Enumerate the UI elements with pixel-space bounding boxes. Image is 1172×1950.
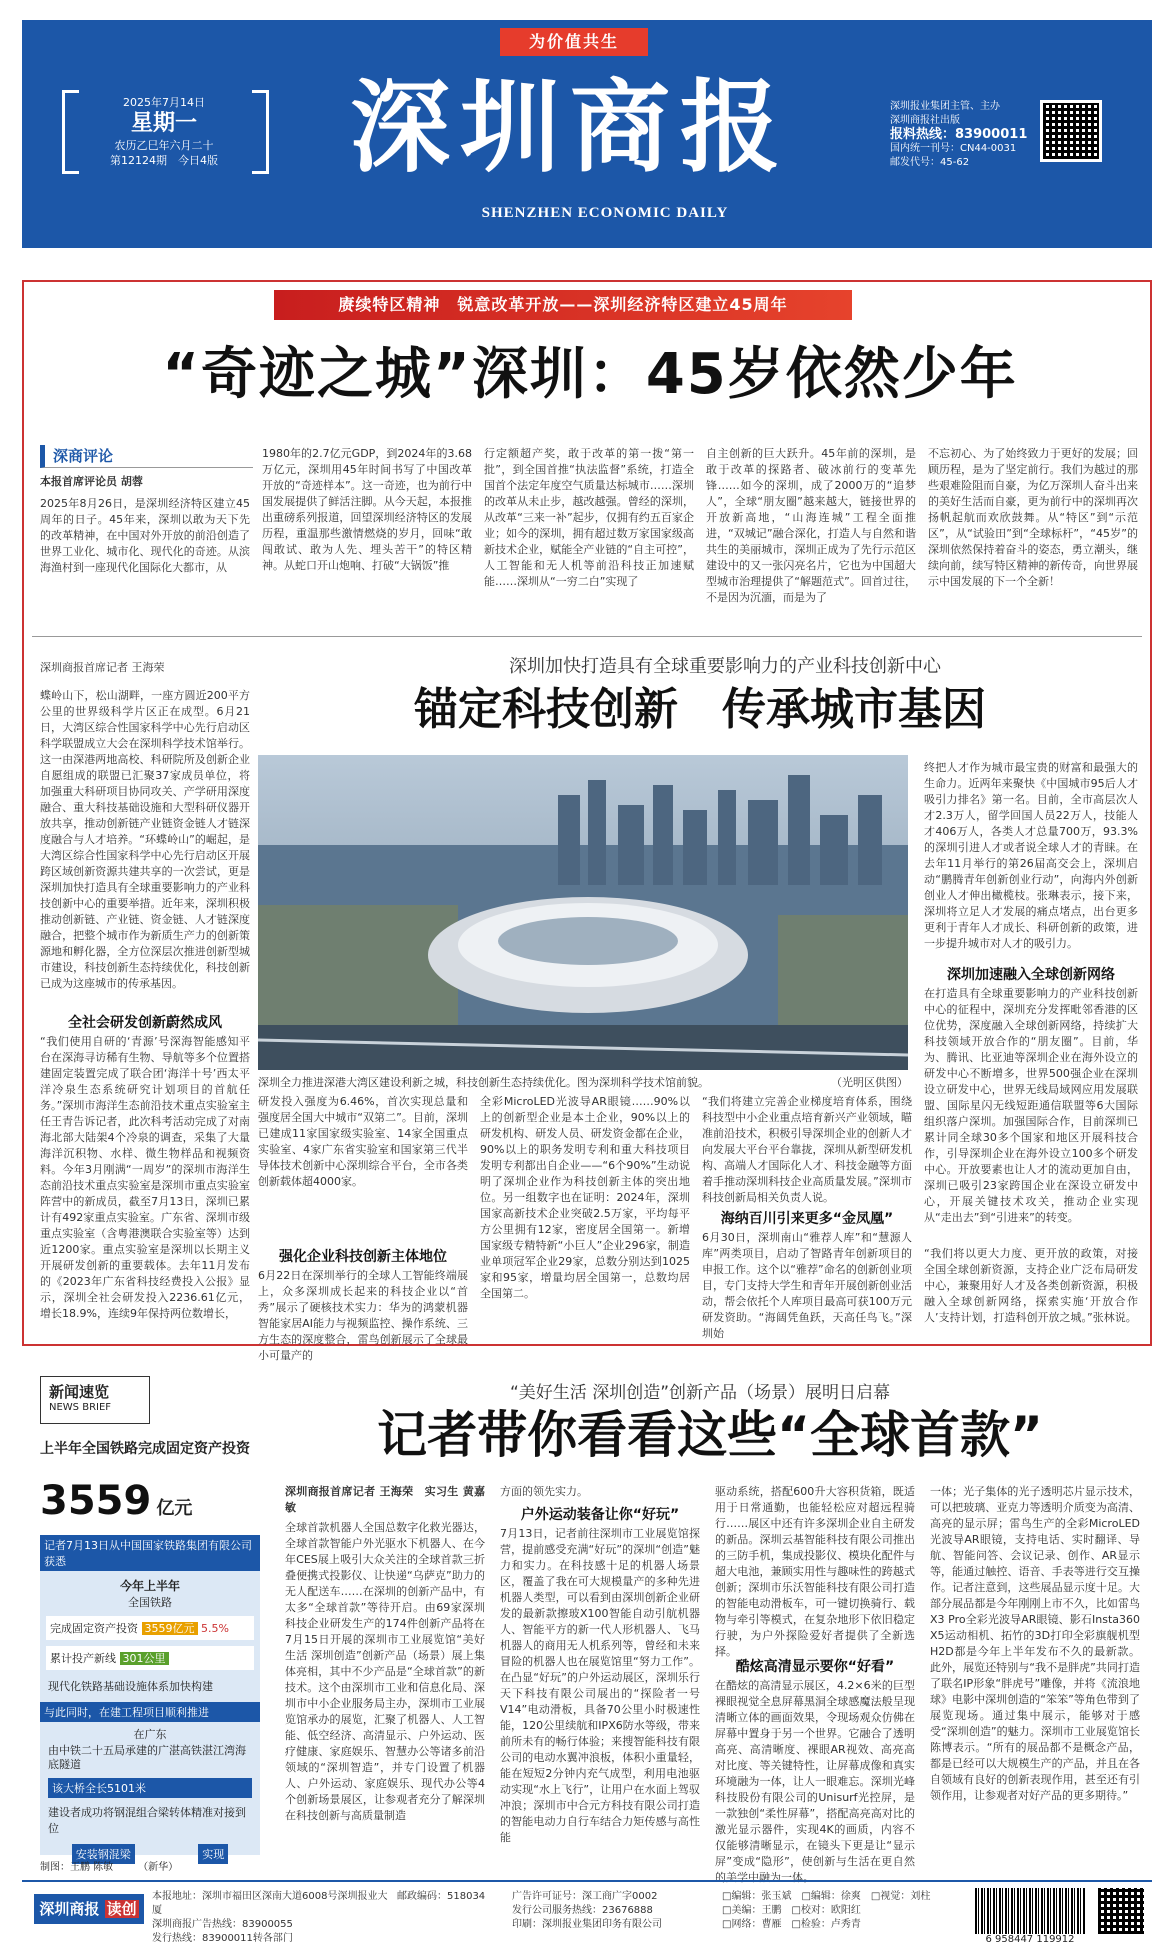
brief-row2-value: 301公里 — [120, 1652, 169, 1665]
footer-editors-1: □编辑：张玉斌 □编辑：徐爽 □视觉：刘柱 — [722, 1891, 931, 1902]
brief-left-sub: 安装钢混梁 — [72, 1844, 135, 1864]
story3-subhead-1: 户外运动装备让你“好玩” — [520, 1507, 680, 1523]
issue-date: 2025年7月14日 — [123, 96, 205, 109]
story3-col-4: 一体；光子集体的光子透明芯片显示技术，可以把玻璃、亚克力等透明介质变为高清、高亮的显示屏；雷鸟生产的全彩MicroLED光波导AR眼镜，支持电话、实时翻译、导航、智能问答、会议记录、创作、AR显示等，能通过触控、语音、手表等进行交互操作。记者注意到，这些展品显示度十足。大部分展品都是今年刚刚上市不久，比如雷鸟X3 Pro全彩光波导AR眼镜、影石Insta360 X5运动相机、拓竹的3D打印全彩旗舰机型H2D都是今年上半年发布不久的最新款。此外，展览还特别与“我不是胖虎”共同打造了联名IP形象“胖虎号”雕像，并将《流浪地球》电影中深圳创造的“笨笨”等角色带到了展览现场。通过集中展示，能够对于感受“深圳创造”的魅力。深圳市工业展览馆长陈博表示。“所有的展品都不是概念产品，都是已经可以大规模生产的产品，并且在各自领域有良好的创新表现作用，甚至还有引领作用，让参观者对好产品的更多期待。” — [930, 1485, 1140, 1802]
story2-subhead-2: 强化企业科技创新主体地位 — [279, 1249, 447, 1265]
footer-editors-2: □美编：王鹏 □校对：欧阳红 — [722, 1905, 861, 1916]
brief-big-number: 3559 — [40, 1478, 152, 1524]
newspaper-title: 深圳商报 — [350, 68, 790, 186]
brief-row7: 该大桥全长5101米 — [48, 1778, 252, 1798]
story2-col-4b: 6月30日，深圳南山“雅荐人库”和“慧源人库”两类项目，启动了智路青年创新项目的申报工作。这个以“雅荐”命名的创新创业项目，专门支持大学生和青年开展创新创业活动，帮会依托个人库项目最高可获100万元研发资助。“海阔凭鱼跃，天高任鸟飞。”深圳始 — [702, 1231, 912, 1340]
brief-row4: 与此同时，在建工程项目顺利推进 — [40, 1702, 260, 1722]
story3-col-3b: 在酷炫的高清显示展区，4.2×6米的巨型裸眼视觉全息屏幕黑洞全球感魔法般呈现清晰立体的画面效果，令现场观众仿佛在屏幕中置身于另一个世界。它融合了透明高亮、高清晰度、裸眼AR视效、高亮高对比度、等关键特性，让屏幕成像和真实环境融为一体，让人一眼难忘。深圳光峰科技股份有限公司的Unisurf光控屏，是一款独创“柔性屏幕”，搭配高亮高对比的激光显示器件，实现4K的画质，内容不仅能够清晰显示，在镜头下更是让“显示屏”变成“隐形”，使创新与生活在更自然的美学中融为一体。 — [715, 1679, 915, 1884]
cn-code: 国内统一刊号：CN44-0031 — [890, 143, 1017, 154]
brief-caption: 制图：王鹏 陈敏 （新华） — [40, 1862, 179, 1873]
story3-subhead-2: 酷炫高清显示要你“好看” — [735, 1659, 895, 1675]
brief-row6: 由中铁二十五局承建的广湛高铁湛江湾海底隧道 — [48, 1744, 246, 1771]
story3-col-2: 7月13日，记者前往深圳市工业展览馆探营，提前感受充满“好玩”的深圳“创造”魅力和实力。在科技感十足的机器人场景区，覆盖了我在可大规模量产的多种先进机器人类型，可以看到由深圳创新企业研发的最新款擦玻X100智能自动引航机器人、智能平方的新一代人形机器人、飞马机器人的商用无人机系列等，曾经和未来冒险的机器人也在展览馆里“努力工作”。在凸显“好玩”的户外运动展区，深圳乐行天下科技有限公司展出的“探险者一号V14”电动滑板，具备70公里小时极速性能，120公里续航和IPX6防水等级，带来前所未有的畅行体验；来搜智能科技有限公司的电动水翼冲浪板，体积小重量轻，能在短短2分钟内充气成型，利用电池驱动实现“水上飞行”，让用户在水面上驾驭冲浪；深圳市中合元方科技有限公司打造的智能电动力自行车结合力矩传感与高性能 — [500, 1527, 700, 1844]
brief-row8: 建设者成功将钢混组合梁转体精准对接到位 — [48, 1806, 246, 1835]
story2-col-1b: “我们使用自研的‘青源’号深海智能感知平台在深海寻访稀有生物、导航等多个位置搭建固定装置完成了联合团‘海洋十号’西太平洋冷泉生态系统研究计划项目的首航任务。”深圳市海洋生态前沿技术重点实验室主任王青告诉记者，此次科考活动完成了对南海北部大陆架4个冷泉的调查，采集了大量海洋沉积物、水样、微生物样品和视频资料。今年3月刚满“一周岁”的深圳市海洋生态前沿技术重点实验室是深圳市重点实验室阵营中的新成员，截至7月13日，深圳已累计有492家重点实验室。广东省、深圳市级重点实验室（含粤港澳联合实验室等）达到近1200家。重点实验室是深圳以长期主义开展研发创新的重要载体。去年11月发布的《2023年广东省科技经费投入公报》显示，深圳全社会研发投入2236.61亿元，增长18.9%，连续9年保持两位数增长， — [40, 1035, 250, 1320]
footer-postcode: 邮政编码：518034 — [397, 1891, 486, 1902]
publisher-info — [890, 100, 1040, 170]
publisher-line-2: 深圳商报社出版 — [890, 115, 960, 126]
barcode-icon — [975, 1888, 1085, 1936]
footer-address — [152, 1890, 392, 1946]
brief-row3: 现代化铁路基础设施体系加快构建 — [48, 1680, 213, 1693]
footer-logo-text: 深圳商报 — [39, 1900, 100, 1918]
footer-license — [512, 1890, 712, 1932]
left-byline: 深圳商报首席记者 王海荣 — [40, 661, 165, 674]
brief-row1-growth: 5.5% — [201, 1622, 229, 1635]
city-aerial-image — [258, 755, 908, 1070]
story2-col-1: 蝶岭山下，松山湖畔，一座方圆近200平方公里的世界级科学片区正在成型。6月21日，大湾区综合性国家科学中心先行启动区科学联盟成立大会在深圳科学技术馆举行。这一由深港两地高校、科研院所及创新企业自愿组成的联盟已汇聚37家成员单位，将加强重大科研项目协同攻关、产学研用深度融合、重大科技基础设施和大型科研仪器开放共享，推动创新链产业链资金链人才链深度融合与人才培养。“环蝶岭山”的崛起，是大湾区综合性国家科学中心先行启动区开展跨区域创新资源共建共享的一次尝试，更是深圳加快打造具有全球重要影响力的产业科技创新中心的重要举措。近年来，深圳积极推动创新链、产业链、资金链、人才链深度融合，把整个城市作为新质生产力的创新策源地和孵化器，全方位深层次推进创新型城市建设，科技创新生态持续优化，科技创新已成为这座城市的传承基因。 — [40, 689, 250, 990]
story2-col-5c: “我们将以更大力度、更开放的政策，对接全国全球创新资源，支持企业广泛布局研发中心，兼聚用好人才及各类创新资源，积极融入全球创新网络，探索实施‘开放合作人’支持计划，打造科创开放之城。”张林说。 — [924, 1247, 1138, 1324]
commentary-col-4: 自主创新的巨大跃升。45年前的深圳，是敢于改革的探路者、破冰前行的变革先锋……如今的深圳，成了2000万的“追梦人”，全球“朋友圈”越来越大，链接世界的开放新高地，“山海连城”工程全面推进，“双城记”融合深化，打造人与自然和谐共生的美丽城市，深圳正成为了先行示范区建设中的又一张闪亮名片，它也为中国超大型城市治理提供了“解题范式”。回首过往，不是因为沉湎，而是为了 — [706, 447, 916, 604]
lunar-date: 农历乙巳年六月二十 — [114, 139, 214, 152]
story2-subhead-4: 深圳加速融入全球创新网络 — [947, 967, 1115, 983]
issue-number: 第12124期 今日4版 — [110, 154, 218, 167]
brief-infographic — [40, 1535, 260, 1861]
brief-row5: 在广东 — [133, 1728, 167, 1741]
story2-subhead-1: 全社会研发创新蔚然成风 — [68, 1015, 222, 1031]
postal-code: 邮发代号：45-62 — [890, 157, 970, 168]
section-divider — [32, 636, 1142, 637]
photo-caption — [258, 1074, 908, 1090]
weekday: 星期一 — [130, 111, 197, 136]
newspaper-title-en: SHENZHEN ECONOMIC DAILY — [481, 205, 729, 221]
story3-col-2a: 方面的领先实力。 — [500, 1485, 588, 1498]
footer-distribution: 发行热线：83900011转各部门 — [152, 1933, 293, 1944]
qr-code-icon — [1040, 100, 1102, 162]
story2-col-5: 终把人才作为城市最宝贵的财富和最强大的生命力。近两年来聚快《中国城市95后人才吸引力排名》第一名。目前，全市高层次人才2.3万人，留学回国人员22万人，技能人才406万人，各类人才总量700万，93.3%的深圳引进人才或者说全球人才的青睐。在去年11月举行的第26届高交会上，深圳启动“鹏腾青年创新创业行动”，向海内外创新创业人才伸出橄榄枝。张琳表示，接下来，深圳将立足人才发展的痛点堵点，出台更多更利于青年人才成长、科研创新的政策，进一步提升城市对人才的吸引力。 — [924, 761, 1138, 950]
story2-col-2b: 6月22日在深圳举行的全球人工智能终端展上，众多深圳成长起来的科技企业以“首秀”展示了硬核技术实力：华为的鸿蒙机器智能家居AI能力与视频监控、操作系统、三方生态的深度整合，雷鸟创新展示了全球最小可量产的 — [258, 1269, 468, 1362]
footer-logo-text-2: 读创 — [106, 1900, 137, 1918]
photo-credit: （光明区供图） — [831, 1076, 908, 1089]
brief-row1-label: 完成固定资产投资 — [50, 1622, 138, 1635]
brief-row2-label: 累计投产新线 — [50, 1652, 116, 1665]
stadium-photo — [258, 755, 908, 1070]
story2-col-4: “我们将建立完善企业梯度培育体系，围绕科技型中小企业重点培育新兴产业领域，瞄准前沿技术，积极引导深圳企业的创新人才向发展大平台平台靠拢，深圳从新型研发机构、高端人才国际化人才、科技金融等方面着手推动深圳科技企业高质量发展。”深圳市科技创新局相关负责人说。 — [702, 1095, 912, 1204]
story2-col-5b: 在打造具有全球重要影响力的产业科技创新中心的征程中，深圳充分发挥毗邻香港的区位优势，深度融入全球创新网络，持续扩大科技领域开放合作的“朋友圈”。目前，华为、腾讯、比亚迪等深圳企业在海外设立的研发中心不断增多，世界500强企业在深圳设立研发中心，世界无线局域网应用发展联盟、国际星闪无线短距通信联盟等6大国际组织落户深圳。加强国际合作，目前深圳已累计同全球30多个国家和地区开展科技合作，引导深圳企业在海外设立100多个研发中心。开放要素也让人才的流动更加自由，深圳已吸引23家跨国企业在深设立研发中心，开展关键技术攻关，推动企业实现从“走出去”到“引进来”的转变。 — [924, 987, 1138, 1224]
commentary-col-2: 1980年的2.7亿元GDP，到2024年的3.68万亿元，深圳用45年时间书写了中国改革开放的“奇迹样本”。这一奇迹，也为前行中国发展提供了鲜活注脚。从今天起，本报推出重磅系列报道，回望深圳经济特区的发展历程，重温那些激情燃烧的岁月，回味“敢闯敢试、敢为人先、埋头苦干”的特区精神。从蛇口开山炮响、打破“大锅饭”推 — [262, 447, 472, 572]
brief-row-newlines — [46, 1646, 254, 1670]
brief-unit: 亿元 — [156, 1498, 193, 1519]
story3-byline: 深圳商报首席记者 王海荣 实习生 黄嘉敏 — [285, 1485, 485, 1514]
footer-qr-code-icon — [1095, 1885, 1147, 1937]
brief-item-title: 上半年全国铁路完成固定资产投资 — [40, 1441, 250, 1457]
story3-col-1: 全球首款机器人全国总数字化救光器达，全球首款智能户外光驱水下机器人、在今年CES展上吸引大众关注的全球首款三折叠便携式投影仪、让快递“乌萨克”助力的无人配送车……在深圳的创新产品中，有太多“全球首款”等待开启。由69家深圳科技企业研发生产的174件创新产品将在7月15日开展的深圳市工业展览馆“美好生活 深圳创造”创新产品（场景）展上集体亮相，其中不少产品是“全球首款”的新技术。这个由深圳市工业和信息化局、深圳市中小企业服务局主办，深圳市工业展览馆承办的展览，汇聚了机器人、人工智能、低空经济、高清显示、户外运动、医疗健康、家庭娱乐、智慧办公等诸多前沿领域的“深圳智造”，并专门设置了机器人、户外运动、家庭娱乐、现代办公等4个创新场景展区，让参观者充分了解深圳在科技创新与高质量制造 — [285, 1521, 485, 1822]
story2-subhead-3: 海纳百川引来更多“金凤凰” — [720, 1211, 894, 1227]
footer-editors — [722, 1890, 972, 1932]
brief-figure — [40, 1478, 260, 1524]
footer-ad-license: 广告许可证号：深工商广字0002 — [512, 1891, 658, 1902]
column-byline: 本报首席评论员 胡蓉 — [40, 475, 143, 488]
story3-col-3: 驱动系统，搭配600升大容积货箱，既适用于日常通勤，也能轻松应对超远程骑行……展区中还有许多深圳企业自主研发的新品。深圳云基智能科技有限公司推出的三防手机，集成投影仪、模块化配件与超大电池，兼顾实用性与趣味性的跨越式创新；深圳市乐沃智能科技有限公司打造的智能电动滑板车，可一键切换骑行、载物与牵引等模式，在复杂地形下依旧稳定行驶，为户外探险爱好者提供了全新选择。 — [715, 1485, 915, 1658]
hotline: 报料热线：83900011 — [890, 127, 1028, 142]
commentary-col-3: 行定额超产奖，敢于改革的第一拨“第一批”，到全国首推“执法监督”系统，打造全国首个法定年度空气质量达标城市……深圳的改革从未止步，越改越强。曾经的深圳，从改革“三来一补”起步，仅拥有约五百家企业；如今的深圳，拥有超过数万家国家级高新技术企业，赋能全产业链的“自主可控”，人工智能和无人机等前沿科技正加速赋能……深圳从“一穷二白”实现了 — [484, 447, 694, 588]
date-box — [70, 95, 258, 168]
brief-source-tag: 记者7月13日从中国国家铁路集团有限公司获悉 — [40, 1535, 260, 1571]
barcode-digits: 6 958447 119912 — [960, 1934, 1100, 1945]
footer-service-hotline: 发行公司服务热线：23676888 — [512, 1905, 653, 1916]
brief-row1-value: 3559亿元 — [142, 1622, 198, 1635]
story2-col-2: 研发投入强度为6.46%，首次实现总量和强度居全国大中城市“双第二”。目前，深圳已建成11家国家级实验室、14家全国重点实验室、4家广东省实验室和国家第三代半导体技术创新中心深圳综合平台，全市各类创新载体超4000家。 — [258, 1095, 468, 1188]
story2-subtitle: 深圳加快打造具有全球重要影响力的产业科技创新中心 — [509, 656, 941, 677]
commentary-col-1: 2025年8月26日，是深圳经济特区建立45周年的日子。45年来，深圳以敢为天下先的改革精神，在中国对外开放的前沿创造了世界工业化、城市化、现代化的奇迹。从滨海渔村到一座现代化国际化大都市，从 — [40, 497, 250, 574]
footer-printer: 印刷：深圳报业集团印务有限公司 — [512, 1919, 662, 1930]
brief-box-sub: 全国铁路 — [128, 1596, 172, 1609]
lead-headline: “奇迹之城”深圳：45岁依然少年 — [162, 342, 1018, 407]
brief-box-head: 今年上半年 — [119, 1579, 180, 1593]
brief-row-investment — [46, 1616, 254, 1640]
anniversary-banner: 赓续特区精神 锐意改革开放——深圳经济特区建立45周年 — [274, 290, 852, 320]
slogan-badge: 为价值共生 — [500, 28, 648, 56]
photo-caption-text: 深圳全力推进深港大湾区建设利新之城，科技创新生态持续优化。图为深圳科学技术馆前貌。 — [258, 1076, 709, 1089]
footer-editors-3: □网络：曹雁 □检验：卢秀青 — [722, 1919, 861, 1930]
news-brief-title-en: NEWS BRIEF — [49, 1402, 112, 1413]
column-tag: 深商评论 — [40, 445, 253, 468]
news-brief-title: 新闻速览 — [49, 1383, 110, 1401]
story2-col-3: 全彩MicroLED光波导AR眼镜……90%以上的创新型企业是本土企业，90%以上的研发机构、研发人员、研发资金都在企业，90%以上的职务发明专利和重大科技项目发明专利都出自企业——“6个90%”生动说明了深圳企业作为科技创新主体的突出地位。另一组数字也在证明：2024年，深圳国家高新技术企业突破2.5万家，平均每平方公里拥有12家，密度居全国第一。新增国家级专精特新“小巨人”企业296家，制造业单项冠军企业29家，总数分别达到1025家和95家，增量均居全国第一，总数均居全国第二。 — [480, 1095, 690, 1300]
footer-ad-hotline: 深圳商报广告热线：83900055 — [152, 1919, 293, 1930]
commentary-col-5: 不忘初心、为了始终致力于更好的发展；回顾历程，是为了坚定前行。我们为越过的那些艰难险阻而自豪，为亿万深圳人奋斗出来的美好生活而自豪，更为前行中的深圳再次扬帆起航而欢欣鼓舞。从“特区”到“示范区”，从“试验田”到“全球标杆”，“45岁”的深圳依然保持着奋斗的姿态，勇立潮头，继续向前，续写特区精神的新传奇，向世界展示中国发展的下一个全新！ — [928, 447, 1138, 588]
footer-address-line: 本报地址：深圳市福田区深南大道6008号深圳报业大厦 — [152, 1891, 388, 1916]
footer-logo — [34, 1894, 144, 1924]
brief-right-sub: 实现 — [198, 1844, 228, 1864]
publisher-line: 深圳报业集团主管、主办 — [890, 101, 1000, 112]
story3-subtitle: “美好生活 深圳创造”创新产品（场景）展明日启幕 — [509, 1383, 891, 1403]
news-brief-header — [40, 1376, 150, 1424]
story2-headline: 锚定科技创新 传承城市基因 — [414, 684, 986, 735]
story3-headline: 记者带你看看这些“全球首款” — [377, 1406, 1043, 1464]
